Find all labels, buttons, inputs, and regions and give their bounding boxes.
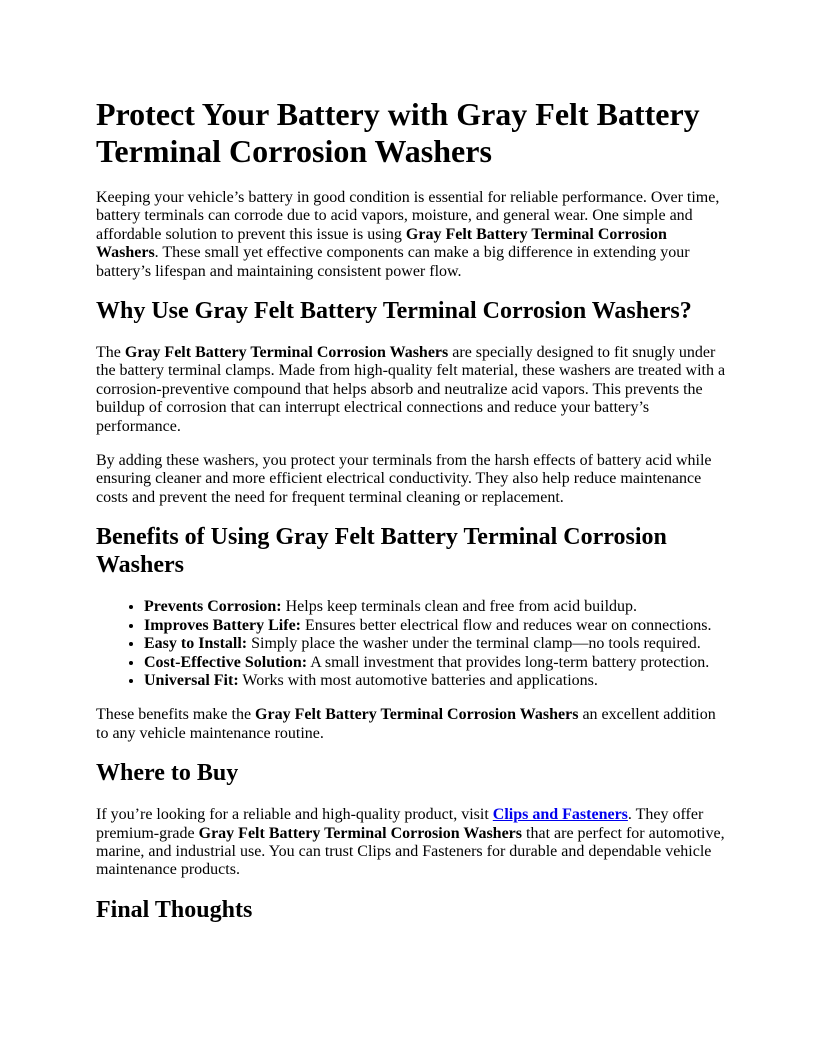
document-page [96,96,726,943]
page-title: Protect Your Battery with Gray Felt Battery Terminal Corrosion Washers [96,96,700,169]
where-to-buy-paragraph [96,806,726,880]
intro-product-name: Gray Felt Battery Terminal Corrosion Washers [96,225,667,262]
list-item [144,654,726,672]
benefit-text: Simply place the washer under the terminal clamp—no tools required. [247,635,701,653]
intro-text-1: Keeping your vehicle’s battery in good condition is essential for reliable performance. Over time, battery terminals can corrode due to acid vapors, moisture, and general wear. One simple and affordable solution to prevent this issue is using [96,189,720,243]
buy-mid: . They offer premium-grade [96,806,704,842]
benefit-label: Cost-Effective Solution: [144,653,308,671]
list-item [144,598,726,616]
benefit-label: Improves Battery Life: [144,616,301,634]
benefit-label: Prevents Corrosion: [144,598,282,616]
benefits-after-post: an excellent addition to any vehicle maintenance routine. [96,706,716,742]
benefits-summary-paragraph [96,706,726,743]
benefits-after-pre: These benefits make the [96,706,256,724]
where-to-buy-heading: Where to Buy [96,760,239,787]
benefits-list [96,598,726,690]
benefit-text: Helps keep terminals clean and free from acid buildup. [281,598,638,616]
intro-text-2: . These small yet effective components can make a big difference in extending your battery’s lifespan and maintaining consistent power flow. [96,244,690,280]
benefit-text: A small investment that provides long-term battery protection. [307,653,710,671]
why-paragraph-2: By adding these washers, you protect your terminals from the harsh effects of battery acid while ensuring cleaner and more efficient electrical conductivity. They also help reduce maintenance costs and prevent the need for frequent terminal cleaning or replacement. [96,452,712,506]
why-paragraph-1 [96,344,726,436]
buy-product-name: Gray Felt Battery Terminal Corrosion Washers [198,824,523,842]
intro-paragraph [96,189,726,281]
clips-and-fasteners-link[interactable]: Clips and Fasteners [492,806,628,824]
benefit-text: Ensures better electrical flow and reduces wear on connections. [301,616,712,634]
why-p1-post: are specially designed to fit snugly under the battery terminal clamps. Made from high-quality felt material, these washers are treated with a corrosion-preventive compound that helps absorb and neutralize acid vapors. This prevents the buildup of corrosion that can interrupt electrical connections and reduce your battery’s performance. [96,344,726,435]
list-item [144,635,726,653]
buy-pre: If you’re looking for a reliable and high-quality product, visit [96,806,493,824]
benefit-text: Works with most automotive batteries and applications. [238,671,598,689]
list-item [144,617,726,635]
benefit-label: Universal Fit: [144,671,239,689]
final-thoughts-heading: Final Thoughts [96,896,253,923]
why-heading: Why Use Gray Felt Battery Terminal Corrosion Washers? [96,298,692,325]
why-p1-product-name: Gray Felt Battery Terminal Corrosion Washers [124,344,449,362]
why-p1-pre: The [96,344,125,362]
list-item [144,672,726,690]
buy-post: that are perfect for automotive, marine, and industrial use. You can trust Clips and Fasteners for durable and dependable vehicle maintenance products. [96,824,725,879]
benefits-after-product-name: Gray Felt Battery Terminal Corrosion Washers [255,706,579,724]
benefit-label: Easy to Install: [144,635,248,653]
benefits-heading: Benefits of Using Gray Felt Battery Terminal Corrosion Washers [96,524,667,579]
